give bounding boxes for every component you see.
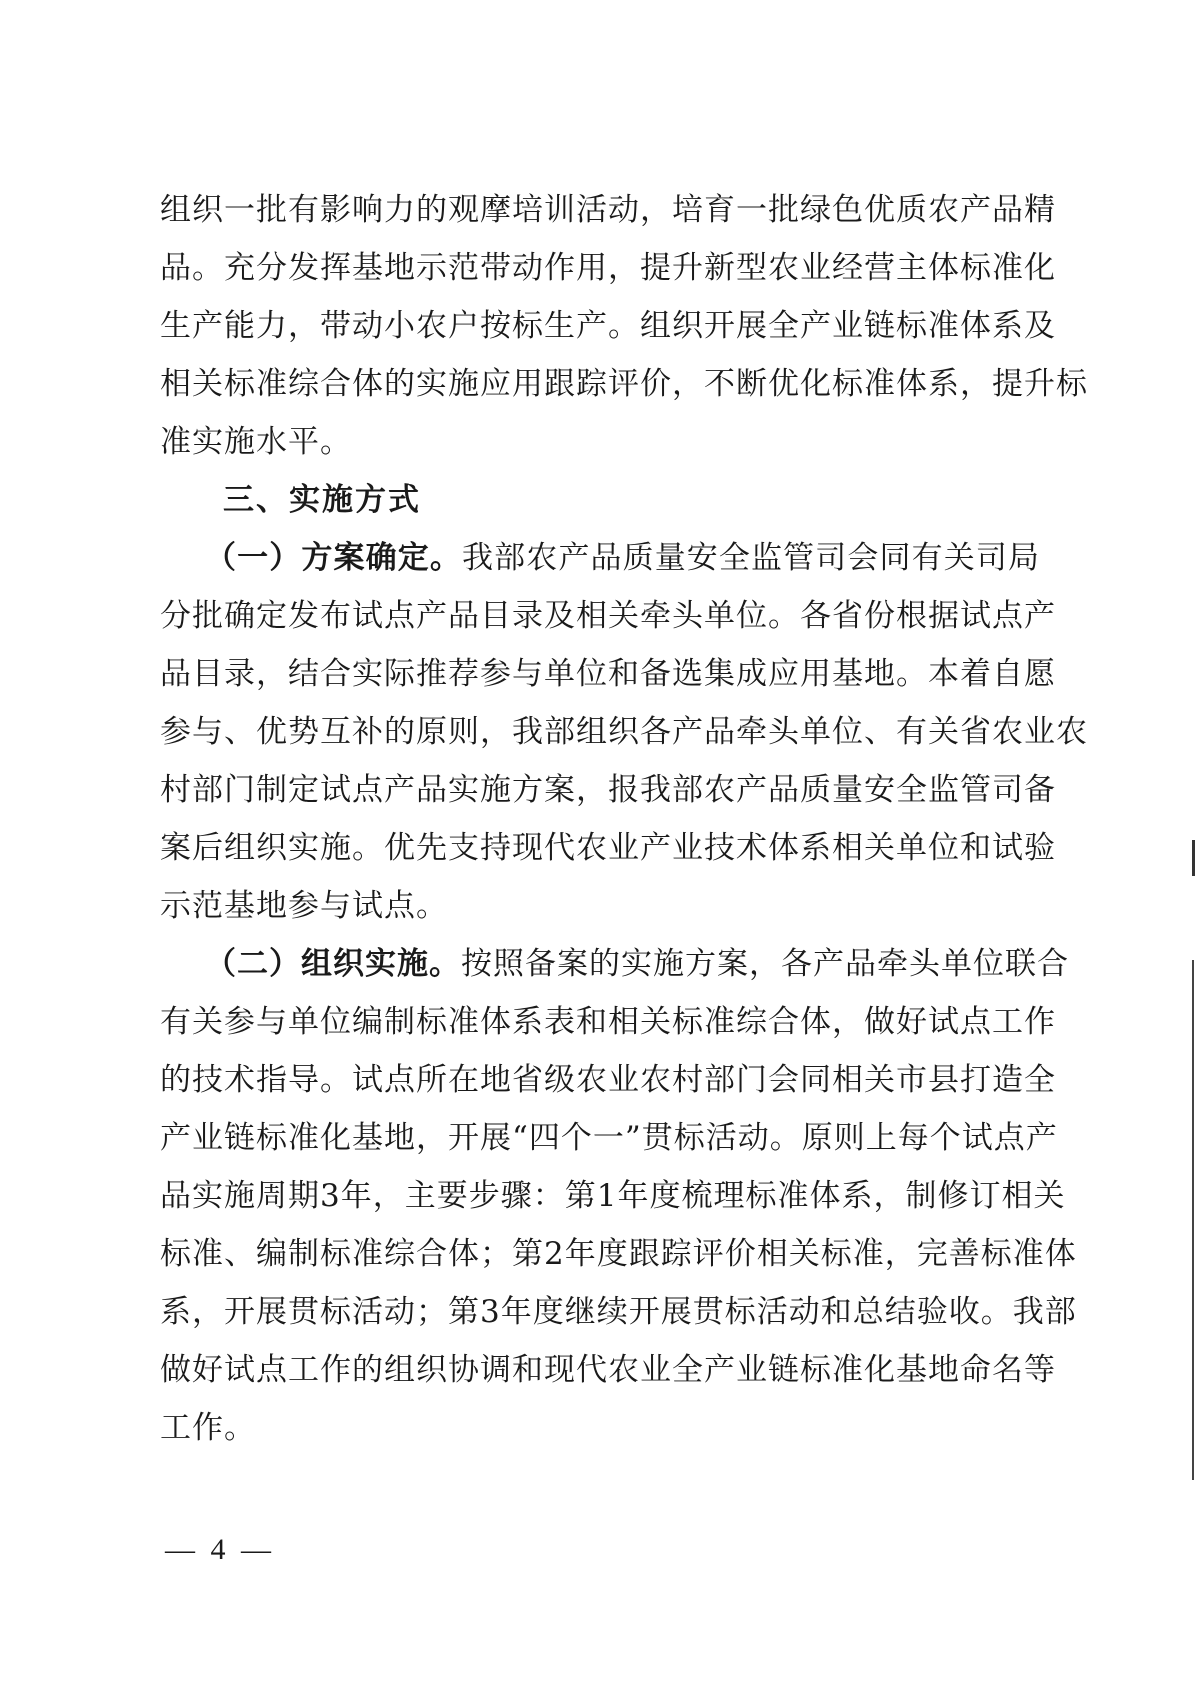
paragraph-line: 村部门制定试点产品实施方案，报我部农产品质量安全监管司备 — [160, 772, 1056, 808]
scan-edge-mark — [1192, 840, 1195, 876]
paragraph-line: 工作。 — [160, 1410, 256, 1446]
paragraph-line: 有关参与单位编制标准体系表和相关标准综合体，做好试点工作 — [160, 1004, 1056, 1040]
paragraph-line: 准实施水平。 — [160, 424, 352, 460]
paragraph-line: 相关标准综合体的实施应用跟踪评价，不断优化标准体系，提升标 — [160, 366, 1088, 402]
subsection-text: 我部农产品质量安全监管司会同有关司局 — [461, 540, 1041, 576]
paragraph-line: 品实施周期3年，主要步骤：第1年度梳理标准体系，制修订相关 — [160, 1178, 1066, 1214]
paragraph-line: 标准、编制标准综合体；第2年度跟踪评价相关标准，完善标准体 — [160, 1236, 1077, 1272]
paragraph-line: 案后组织实施。优先支持现代农业产业技术体系相关单位和试验 — [160, 830, 1056, 866]
page-number: — 4 — — [165, 1533, 275, 1566]
paragraph-line: 分批确定发布试点产品目录及相关牵头单位。各省份根据试点产 — [160, 598, 1056, 634]
paragraph-line: 品目录，结合实际推荐参与单位和备选集成应用基地。本着自愿 — [160, 656, 1056, 692]
paragraph-line: 做好试点工作的组织协调和现代农业全产业链标准化基地命名等 — [160, 1352, 1056, 1388]
section-heading: 三、实施方式 — [223, 482, 421, 518]
scan-edge-mark — [1192, 960, 1194, 1480]
subsection-label: （二）组织实施。 — [205, 946, 461, 982]
subsection-text: 按照备案的实施方案，各产品牵头单位联合 — [461, 946, 1069, 982]
paragraph-line: 参与、优势互补的原则，我部组织各产品牵头单位、有关省农业农 — [160, 714, 1088, 750]
paragraph-line: 系，开展贯标活动；第3年度继续开展贯标活动和总结验收。我部 — [160, 1294, 1077, 1330]
paragraph-line: 产业链标准化基地，开展“四个一”贯标活动。原则上每个试点产 — [160, 1120, 1058, 1156]
subsection-first-line — [205, 944, 1069, 984]
paragraph-line: 示范基地参与试点。 — [160, 888, 448, 924]
subsection-label: （一）方案确定。 — [205, 540, 462, 576]
subsection-first-line — [205, 538, 1040, 578]
paragraph-line: 的技术指导。试点所在地省级农业农村部门会同相关市县打造全 — [160, 1062, 1056, 1098]
paragraph-line: 组织一批有影响力的观摩培训活动，培育一批绿色优质农产品精 — [160, 192, 1056, 228]
paragraph-line: 生产能力，带动小农户按标生产。组织开展全产业链标准体系及 — [160, 308, 1056, 344]
paragraph-line: 品。充分发挥基地示范带动作用，提升新型农业经营主体标准化 — [160, 250, 1056, 286]
